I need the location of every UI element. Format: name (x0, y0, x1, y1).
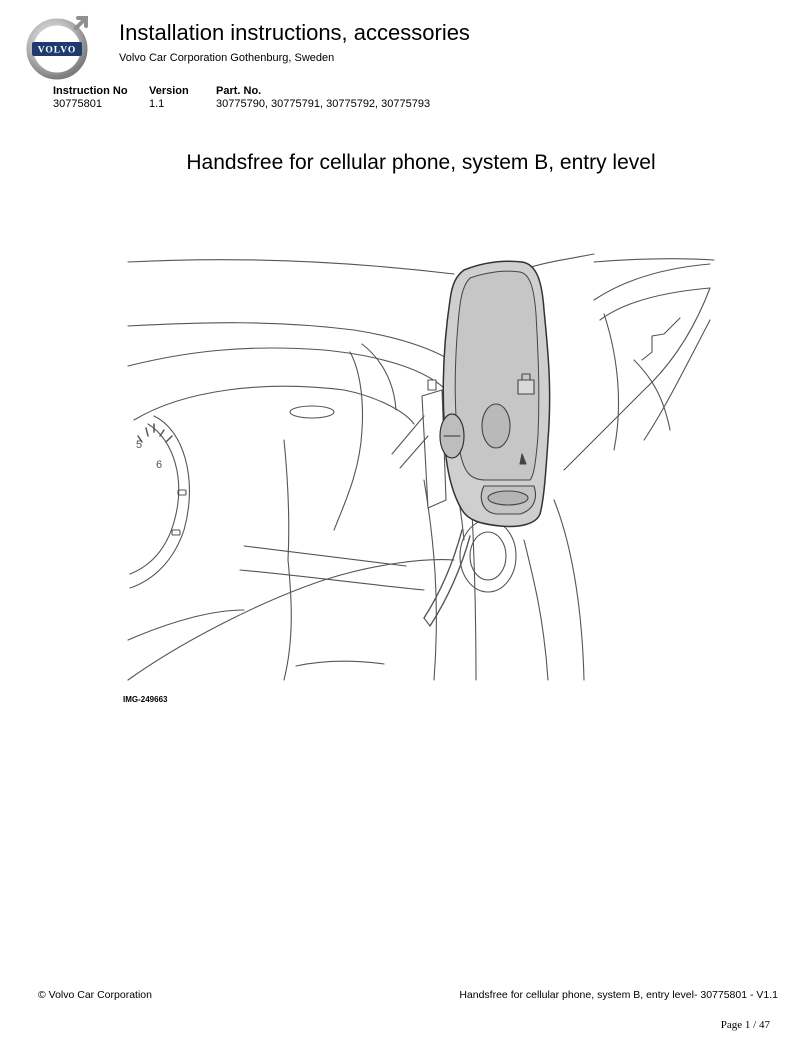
header-title: Installation instructions, accessories (119, 20, 470, 45)
svg-text:5: 5 (136, 439, 143, 451)
footer-doc-reference: Handsfree for cellular phone, system B, entry level- 30775801 - V1.1 (459, 989, 778, 1001)
version-value: 1.1 (149, 98, 165, 110)
document-title: Handsfree for cellular phone, system B, entry level (186, 151, 656, 174)
instruction-no-label: Instruction No (53, 85, 128, 97)
instruction-no-value: 30775801 (53, 98, 102, 110)
meta-version (149, 85, 189, 111)
svg-text:6: 6 (156, 459, 163, 471)
version-label: Version (149, 85, 189, 97)
image-id: IMG-249663 (123, 695, 168, 704)
header-subtitle: Volvo Car Corporation Gothenburg, Sweden (119, 52, 335, 64)
meta-part-no (216, 85, 430, 111)
page-number: Page 1 / 47 (720, 1019, 770, 1031)
volvo-logo (26, 14, 92, 80)
dashboard-illustration (124, 240, 716, 690)
part-no-value: 30775790, 30775791, 30775792, 30775793 (216, 98, 431, 110)
meta-instruction-no (53, 85, 128, 111)
part-no-label: Part. No. (216, 85, 262, 97)
footer-copyright: © Volvo Car Corporation (38, 989, 152, 1001)
logo-wordmark: VOLVO (37, 45, 77, 56)
